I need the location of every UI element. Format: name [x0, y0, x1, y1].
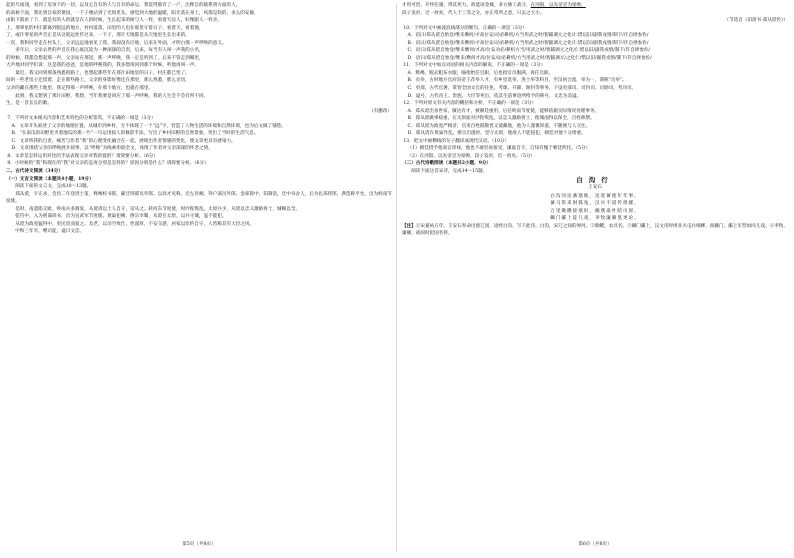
- passage-paragraph: 中和三年卒，赠司徒，谥曰文忠。: [15, 229, 85, 235]
- text-line: 生，是一首长长的歌。: [6, 101, 52, 107]
- poem-line: 蕃马常来射狐兔，汉兵不道传烽燧。: [550, 201, 640, 207]
- poem: [402, 177, 788, 223]
- text-line: 的高树下面，我先到自家的菜园，一下子便站到了光斑里头，感觉到大地的温暖，阳光落在身上，风都是软的，多么的安静，: [6, 10, 259, 16]
- text-line: 间的一些老房子还留着，走在那些路上，父亲的身影好像还在那里，那么熟悉，那么亲切，: [6, 78, 190, 84]
- instruction: 阅读下面的文言文，完成10～13题。: [15, 184, 92, 190]
- poem-line: 白沟河边蕃塞地，送迎蕃使年年事。: [550, 193, 640, 199]
- text-line: 父亲的藏在那些土地里，我记得那一声呼唤，在那个地方，也就在那里。: [6, 86, 154, 92]
- page-right: [402, 2, 788, 550]
- option-d: D．文章围绕父亲的呼唤展开叙事，以“呼唤”为线索串联全文，体现了作者对父亲深深的怀念之情。: [11, 146, 213, 152]
- classical-passage: [6, 191, 392, 236]
- text-line: 段子发府，近一放矣，代人于三等之分，亦正常所之意，只去之大小。: [402, 10, 545, 16]
- note-text: ①宋嘉祐五年，王安石奉命出使辽国，途经白沟，写下此诗。白沟，宋辽之间的界河。②锄耰，农具名。③棘门灞上，汉文帝时周亚夫屯兵细柳，而棘门、灞上军营如同儿戏。④李牧、廉颇，战国时赵国名将。: [402, 223, 788, 237]
- story-paragraph-3: [6, 70, 392, 108]
- question-10: 10．下列对文中画波浪线部分的断句，正确的一项是（3分）: [403, 25, 527, 31]
- text-line: 了，或许零星的声音正是从这般远处传过来，一下子，那片天地都是从天地里生长出来的，: [6, 33, 190, 39]
- option-b: B．“在南瓜的田野里夹着地瓜的那一片”一句运用拟人的修辞手法，写出了乡村田野的自然景象，突出了当时的生活气息。: [11, 131, 259, 137]
- text-span: 才用可贵，开怀任遇，得其死力。故能屏金城，多方修工战守，: [402, 3, 531, 8]
- poem-note: [402, 223, 788, 238]
- note-label: 【注】: [402, 223, 416, 229]
- option-d: D．谥号，古代帝王、贵族、大臣等死后，依其生前事迹所给予的称号，文忠为美谥。: [407, 93, 582, 99]
- page-left: [6, 2, 392, 550]
- text-line: 的时候，我都会想起那一声，父亲站在那里，那一声呼唤，我一定是听到了，后来不管走到哪里，: [6, 55, 204, 61]
- option-c: C．郑从谠为政宽严相济，官吏百姓既敬畏又爱戴他，他为人谨慎厚道，不随便与人交往。: [407, 123, 591, 129]
- sub-question: （2）在河阳，以先帝尝为梁帅，段子发府，近一放矣。（5分）: [407, 153, 536, 159]
- page-number: 第5页（共8页）: [182, 542, 216, 548]
- source-note: （有删改）: [369, 108, 392, 114]
- text-line: 起的鸟尾翎，看到了房顶下的一切，以及它自有的人与自有的命运，我觉得都有了一户，注释自的联系到方面的人，: [6, 3, 241, 8]
- poem-title: 白沟行: [576, 175, 614, 184]
- text-line: 大声地对同学们说：这是我的爸爸，是他的呼唤我的，我多想再回到那个时候，听他再叫一声。: [6, 63, 199, 69]
- section-heading: 二、古代诗文阅读（34分）: [6, 169, 63, 175]
- option-d: D．郑从谠在黄巢作乱、僖宗出逃时，坚守太原，使敌人不能侵犯，朝廷对他十分倚重。: [407, 131, 586, 137]
- subsection-heading: （一）文言文阅读（本题共4小题，19分）: [6, 176, 94, 182]
- source-note: （节选自《旧唐书·郑从谠传》）: [724, 18, 788, 24]
- text-line: 最近，我又回到那条熟悉的路上，也想起那些年在那片田地里的日子，村庄都已变了，: [15, 70, 190, 76]
- question-11: 11．下列对文中加点词语的相关内容的解说，不正确的一项是（3分）: [403, 63, 546, 69]
- option-a: A．语曰/郑从谠自始登/继未膺何/才高位安/动必耕机/方当用武之时/智辅调元之化/仁惜以旧/副我戎情/制下/许自择参佐/: [407, 33, 649, 39]
- option-a: A．郑从谠出身世家，敏达有才，被朝廷重用，后任岭南节度使，能够依据实际情况处理事务。: [407, 108, 600, 114]
- text-line: [402, 2, 788, 10]
- option-b: B．郑从谠做事稳重，在太原面对沙陀叛乱，以忠义激励将士，使城池得以保全，百姓称赞。: [407, 116, 595, 122]
- text-line: 一次，我和同学走在村头上，父亲远远地看见了我，我却没有应他，后来在外面，才明白那一声呼唤的意义。: [6, 40, 227, 46]
- page-divider: [396, 4, 397, 552]
- text-line: 由阳下就看了下，就是有的人的就是在人的时候，生长起来的树与人一样，看着天边人，好像跟人一样亲，: [6, 18, 222, 24]
- text-line: 多年后，父亲去世的声音在我心底沉淀为一种深深的自责，后来，每当有人叫一声我的小名，: [15, 48, 204, 54]
- page-number: 第6页（共8页）: [578, 542, 612, 548]
- story-paragraph-2: [6, 47, 392, 70]
- option-a: A．文章开头叙述了父亲的地理位置，从城市到乡村，无不体现了一个“远”字，营造了人物生活的环境和自然环境，也为后文做了铺垫。: [11, 123, 286, 129]
- option-c: C．吏部，古代官署，掌管全国文官的任免、考课、升降、勋封等事务，下设吏部司、司封司、司勋司、考功司。: [407, 86, 637, 92]
- passage-paragraph: 是时，南蛮陷交趾，岭南兵多调发，从谠请以土人自守，诏从之。转河东节度使，时沙陀叛乱，太原兵少，从谠以忠义激励将士，城赖以全。: [15, 206, 301, 212]
- option-d: D．语曰/郑从谠自始登/继未/膺何才高/位安/动必耕机/方当用武之时/智辅调元/之化仁/惜以旧/副我戎情/制下/许自择参佐/: [407, 55, 652, 61]
- question-13: 13．把文中画横线的句子翻译成现代汉语。（10分）: [403, 138, 510, 144]
- option-b: B．语曰/郑从谠自始登/继未膺何/才高位安/动必耕机/方当用武之时/智辅调元之化/仁惜以旧/副我戎情/制下/许自择参佐/: [407, 40, 649, 46]
- text-line: 上，那零星的村庄都离到很远的地方，村村落落，田里的人也在那里守着日子，看着天，看着地，: [6, 25, 204, 31]
- passage-paragraph: 从谠为政宽猛得中，吏民畏而爱之。及老，以司空致仕。性谨厚，不妄交游，居家以俭约自守，人皆称其有大臣之风。: [15, 221, 255, 227]
- option-c: C．文章将我的自责、痛苦与作者“我”的心理变化融合在一起，展现出作者情感的变化，使文章更具有感染力。: [11, 138, 236, 144]
- question-9: 9．小时候的“我”和现在的“我”对父亲的态度分别是怎样的？原因分别是什么？请简要分析。（6分）: [7, 161, 209, 167]
- passage-paragraph: 乾符中，入为刑部尚书，出为宣武军节度使。黄巢犯阙，僖宗幸蜀，从谠在太原，以兵守城，寇不能犯。: [15, 214, 227, 220]
- option-a: A．释褐，脱去粗布衣服，喻指始任官职，后也指官员服满，再任官职。: [407, 70, 554, 76]
- option-b: B．贡举，古时地方官府向帝王荐举人才，有乡里选举、进士举等科目，至汉初合流，举为一，谓称“贡举”。: [407, 78, 627, 84]
- story-paragraph-1: [6, 2, 392, 47]
- question-8: 8．文章是怎样运用对比的手法表现父亲对我的爱的？请简要分析。（6分）: [7, 153, 158, 159]
- option-c: C．语曰/郑从谠自始登/继未膺何/才高/位安动必/耕机方当/用武之时/智辅调元之化/仁惜以旧/副我戎情/制下/许自择参佐/: [407, 48, 651, 54]
- text-line: 此刻，我又想到了那片田野，我想，当年我要是回应了那一声呼唤，我的人生会不会有所不同，: [15, 93, 209, 99]
- sub-question: （1）朝廷授予他高官厚禄，他也不敢轻易接受，谦虚自守，自知有愧于朝廷所托。（5分）: [407, 146, 591, 152]
- poem-line: 棘门灞上徒儿戏，李牧廉颇莫更论。: [550, 216, 640, 222]
- subsection-heading: （二）古代诗歌阅读（本题共2小题，9分）: [402, 161, 492, 167]
- poem-author: 王安石: [588, 185, 602, 191]
- underlined-sentence: 在河阳，以先帝尝为梁帅，: [530, 3, 586, 8]
- poem-line: 万里锄耰接塞垣，幽燕桑叶暗川原。: [550, 208, 640, 214]
- instruction: 阅读下面这首宋诗，完成14～15题。: [411, 169, 488, 175]
- passage-paragraph: 郑从谠，字正求，会昌二年登进士第，释褐校书郎，累迁刑部员外郎。以高才见称，迁左补阙，拜户部员外郎、金部郎中，知制诰，迁中书舍人，后为礼部侍郎，典选称平允，出为岭南节度使。: [6, 191, 392, 205]
- question-12: 12．下列对原文有关内容的概括和分析，不正确的一项是（3分）: [403, 101, 537, 107]
- question-7: 7．下列对文本相关内容和艺术特色的分析鉴赏，不正确的一项是（3分）: [7, 116, 156, 122]
